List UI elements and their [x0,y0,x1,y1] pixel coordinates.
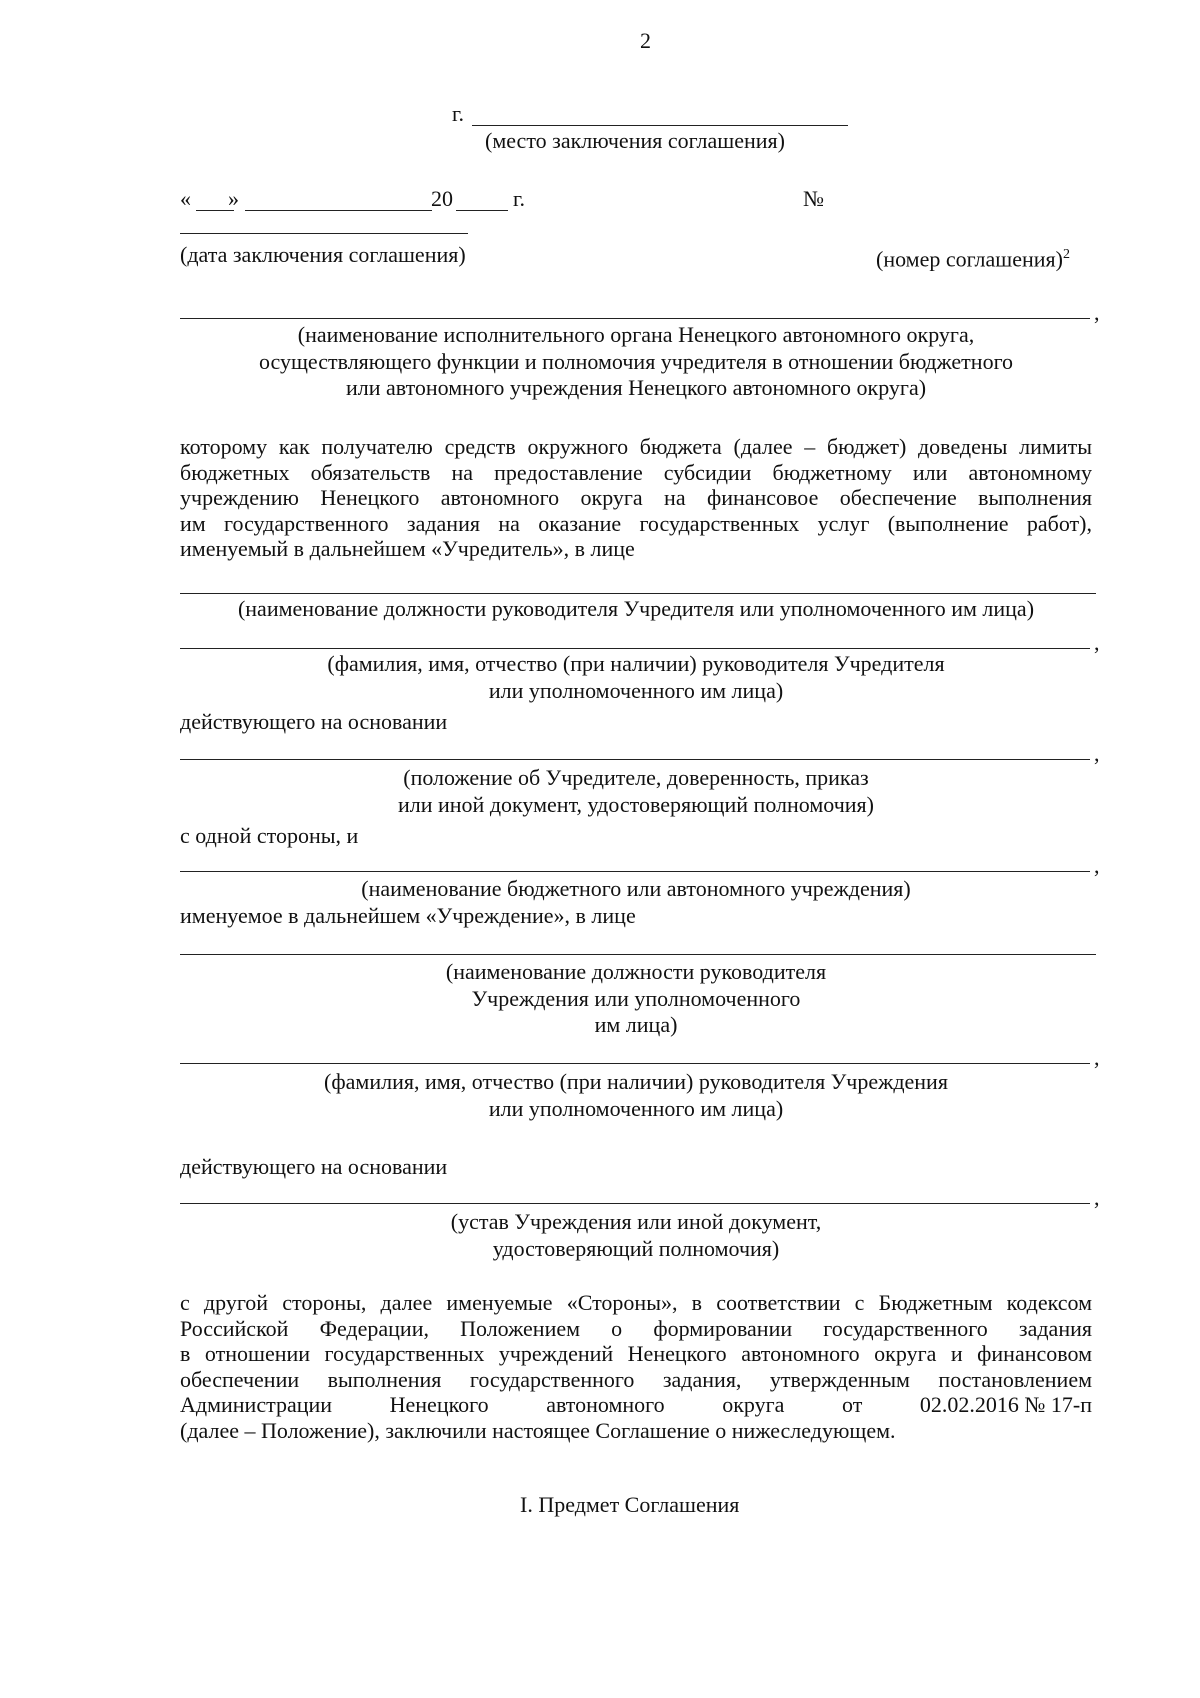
date-year-underline [456,210,508,211]
date-month-underline [245,210,432,211]
date-caption-underline [180,233,468,234]
word: 02.02.2016 № 17-п [919,1392,1092,1418]
place-underline [472,125,848,126]
paragraph-line: в отношении государственных учреждений Ненецкого автономного округа и финансовом [180,1341,1092,1367]
paragraph-line: Российской Федерации, Положением о формировании государственного задания [180,1315,1092,1341]
paragraph-line-spread [180,1392,1092,1418]
caption-line: (фамилия, имя, отчество (при наличии) руководителя Учредителя [327,651,945,676]
institution-named-label: именуемое в дальнейшем «Учреждение», в лице [180,903,636,928]
paragraph-line: (далее – Положение), заключили настоящее Соглашение о нижеследующем. [180,1417,896,1443]
paragraph-line: учреждению Ненецкого автономного округа на финансовое обеспечение выполнения [180,485,1092,511]
section-heading: I. Предмет Соглашения [520,1492,740,1517]
footnote-marker: 2 [1062,247,1070,262]
page-number: 2 [640,28,651,53]
institution-basis-underline [180,1203,1090,1204]
institution-basis-comma: , [1094,1185,1100,1210]
institution-position-underline [180,954,1096,955]
caption-line: или уполномоченного им лица) [488,677,784,703]
paragraph-line: именуемый в дальнейшем «Учредитель», в лице [180,536,635,562]
caption-line: удостоверяющий полномочия) [492,1235,780,1261]
word: автономного [546,1392,665,1418]
word: Администрации [180,1392,333,1418]
founder-position-caption: (наименование должности руководителя Учредителя или уполномоченного им лица) [237,596,1035,621]
caption-line: (наименование исполнительного органа Ненецкого автономного округа, [297,322,975,347]
institution-name-caption: (наименование бюджетного или автономного учреждения) [361,876,911,901]
date-year-suffix: г. [513,186,526,211]
place-caption: (место заключения соглашения) [485,128,785,153]
founder-org-caption [180,322,1092,402]
date-open-quote: « [180,186,191,211]
word: Ненецкого [389,1392,489,1418]
caption-line: или автономного учреждения Ненецкого автономного округа) [345,375,927,400]
founder-fio-caption [180,651,1092,704]
institution-name-underline [180,871,1090,872]
number-caption [876,242,1070,272]
founder-basis-comma: , [1094,741,1100,766]
caption-line: (устав Учреждения или иной документ, [450,1209,822,1234]
closing-paragraph [180,1290,1092,1444]
institution-fio-caption [180,1069,1092,1122]
caption-line: Учреждения или уполномоченного [471,985,801,1011]
paragraph-line: обеспечении выполнения государственного задания, утвержденным постановлением [180,1366,1092,1392]
caption-line: или уполномоченного им лица) [488,1095,784,1121]
institution-acting-basis-label: действующего на основании [180,1154,448,1179]
one-side-label: с одной стороны, и [180,823,359,848]
founder-fio-comma: , [1094,630,1100,655]
acting-basis-label: действующего на основании [180,709,448,734]
institution-fio-underline [180,1063,1090,1064]
paragraph-line: бюджетных обязательств на предоставление субсидии бюджетному или автономному [180,459,1092,485]
caption-line: (фамилия, имя, отчество (при наличии) руководителя Учреждения [324,1069,948,1094]
number-sign: № [803,186,824,211]
founder-position-underline [180,593,1096,594]
word: округа [722,1392,785,1418]
date-caption: (дата заключения соглашения) [180,242,466,267]
place-prefix: г. [452,101,465,126]
founder-basis-caption [180,765,1092,818]
institution-position-caption [180,959,1092,1039]
institution-fio-comma: , [1094,1045,1100,1070]
word: от [841,1392,863,1418]
founder-org-underline [180,318,1090,319]
paragraph-line: которому как получателю средств окружного бюджета (далее – бюджет) доведены лимиты [180,434,1092,459]
number-caption-text: (номер соглашения) [876,246,1063,272]
caption-line: им лица) [594,1012,678,1037]
caption-line: (положение об Учредителе, доверенность, приказ [403,765,869,790]
caption-line: или иной документ, удостоверяющий полномочия) [397,791,874,817]
paragraph-line: с другой стороны, далее именуемые «Стороны», в соответствии с Бюджетным кодексом [180,1290,1092,1315]
founder-fio-underline [180,648,1090,649]
founder-org-comma: , [1094,300,1100,325]
founder-basis-underline [180,759,1090,760]
caption-line: (наименование должности руководителя [445,959,827,984]
intro-paragraph [180,434,1092,562]
institution-name-comma: , [1094,853,1100,878]
date-year-prefix: 20 [431,186,453,211]
institution-basis-caption [180,1209,1092,1262]
date-close-quote: » [228,186,239,211]
caption-line: осуществляющего функции и полномочия учредителя в отношении бюджетного [258,348,1014,374]
paragraph-line: им государственного задания на оказание государственных услуг (выполнение работ), [180,510,1092,536]
